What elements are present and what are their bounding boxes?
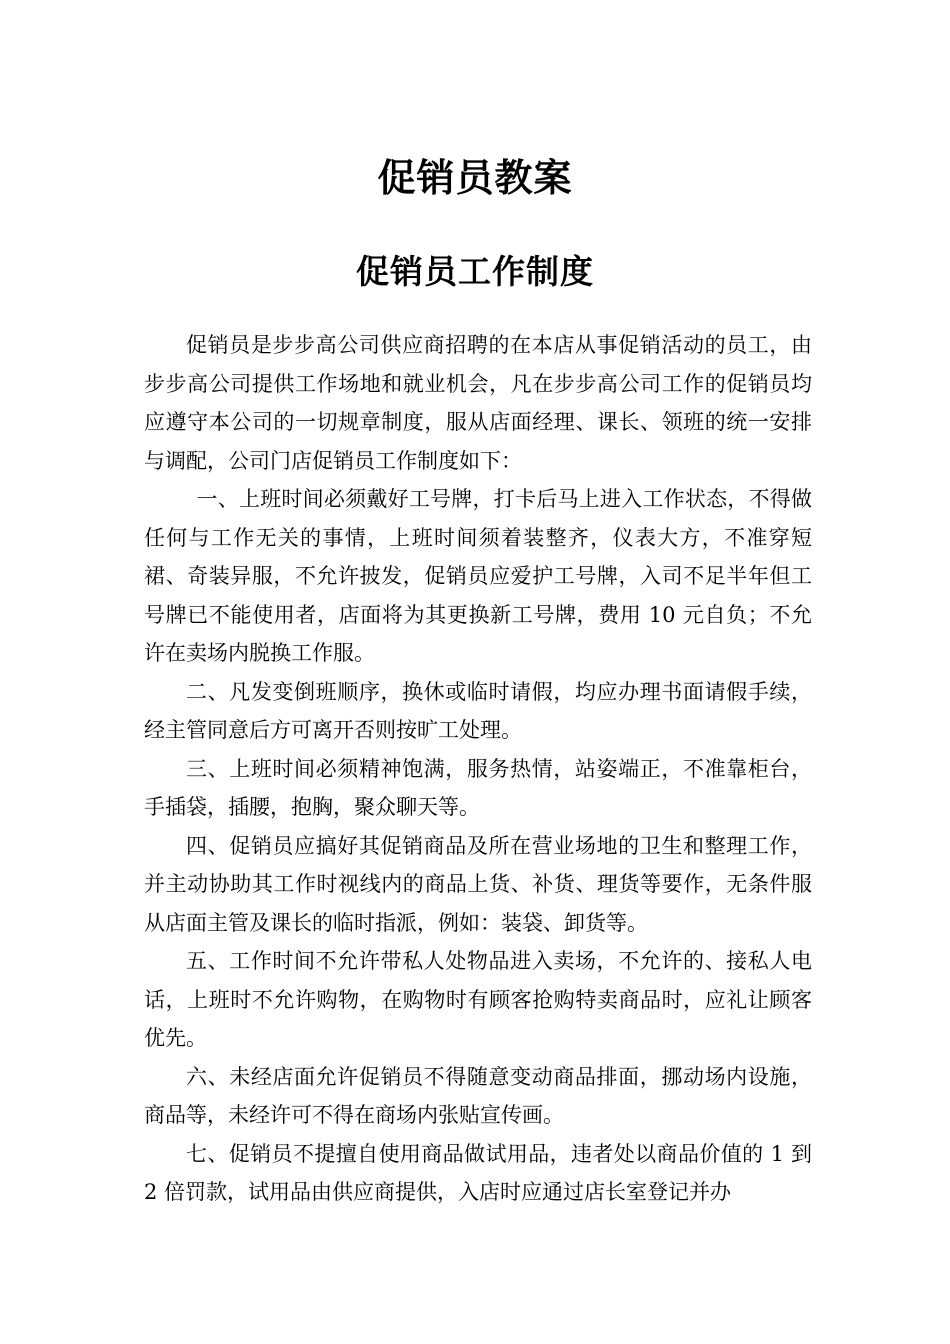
section-title: 促销员工作制度 [356, 252, 594, 291]
rule-paragraph-6: 六、未经店面允许促销员不得随意变动商品排面，挪动场内设施，商品等，未经许可不得在商场内张贴宣传画。 [144, 1064, 812, 1127]
rule-paragraph-7: 七、促销员不提擅自使用商品做试用品，违者处以商品价值的 1 到 2 倍罚款，试用品由供应商提供，入店时应通过店长室登记并办 [144, 1141, 812, 1204]
document-title: 促销员教案 [377, 156, 573, 200]
rule-paragraph-1: 一、上班时间必须戴好工号牌，打卡后马上进入工作状态，不得做任何与工作无关的事情，上班时间须着装整齐，仪表大方，不准穿短裙、奇装异服，不允许披发，促销员应爱护工号牌，入司不足半年但工号牌已不能使用者，店面将为其更换新工号牌，费用 10 元自负；不允许在卖场内脱换工作服。 [144, 487, 812, 665]
rule-paragraph-4: 四、促销员应搞好其促销商品及所在营业场地的卫生和整理工作，并主动协助其工作时视线内的商品上货、补货、理货等要作，无条件服从店面主管及课长的临时指派，例如：装袋、卸货等。 [144, 833, 812, 935]
intro-paragraph: 促销员是步步高公司供应商招聘的在本店从事促销活动的员工，由步步高公司提供工作场地和就业机会，凡在步步高公司工作的促销员均应遵守本公司的一切规章制度，服从店面经理、课长、领班的统一安排与调配，公司门店促销员工作制度如下： [144, 333, 812, 473]
rule-paragraph-3: 三、上班时间必须精神饱满，服务热情，站姿端正，不准靠柜台，手插袋，插腰，抱胸，聚众聊天等。 [144, 756, 812, 819]
rule-paragraph-5: 五、工作时间不允许带私人处物品进入卖场，不允许的、接私人电话，上班时不允许购物，在购物时有顾客抢购特卖商品时，应礼让顾客优先。 [144, 949, 812, 1050]
document-body [144, 326, 812, 1212]
rule-paragraph-2: 二、凡发变倒班顺序，换休或临时请假，均应办理书面请假手续，经主管同意后方可离开否则按旷工处理。 [144, 679, 812, 742]
